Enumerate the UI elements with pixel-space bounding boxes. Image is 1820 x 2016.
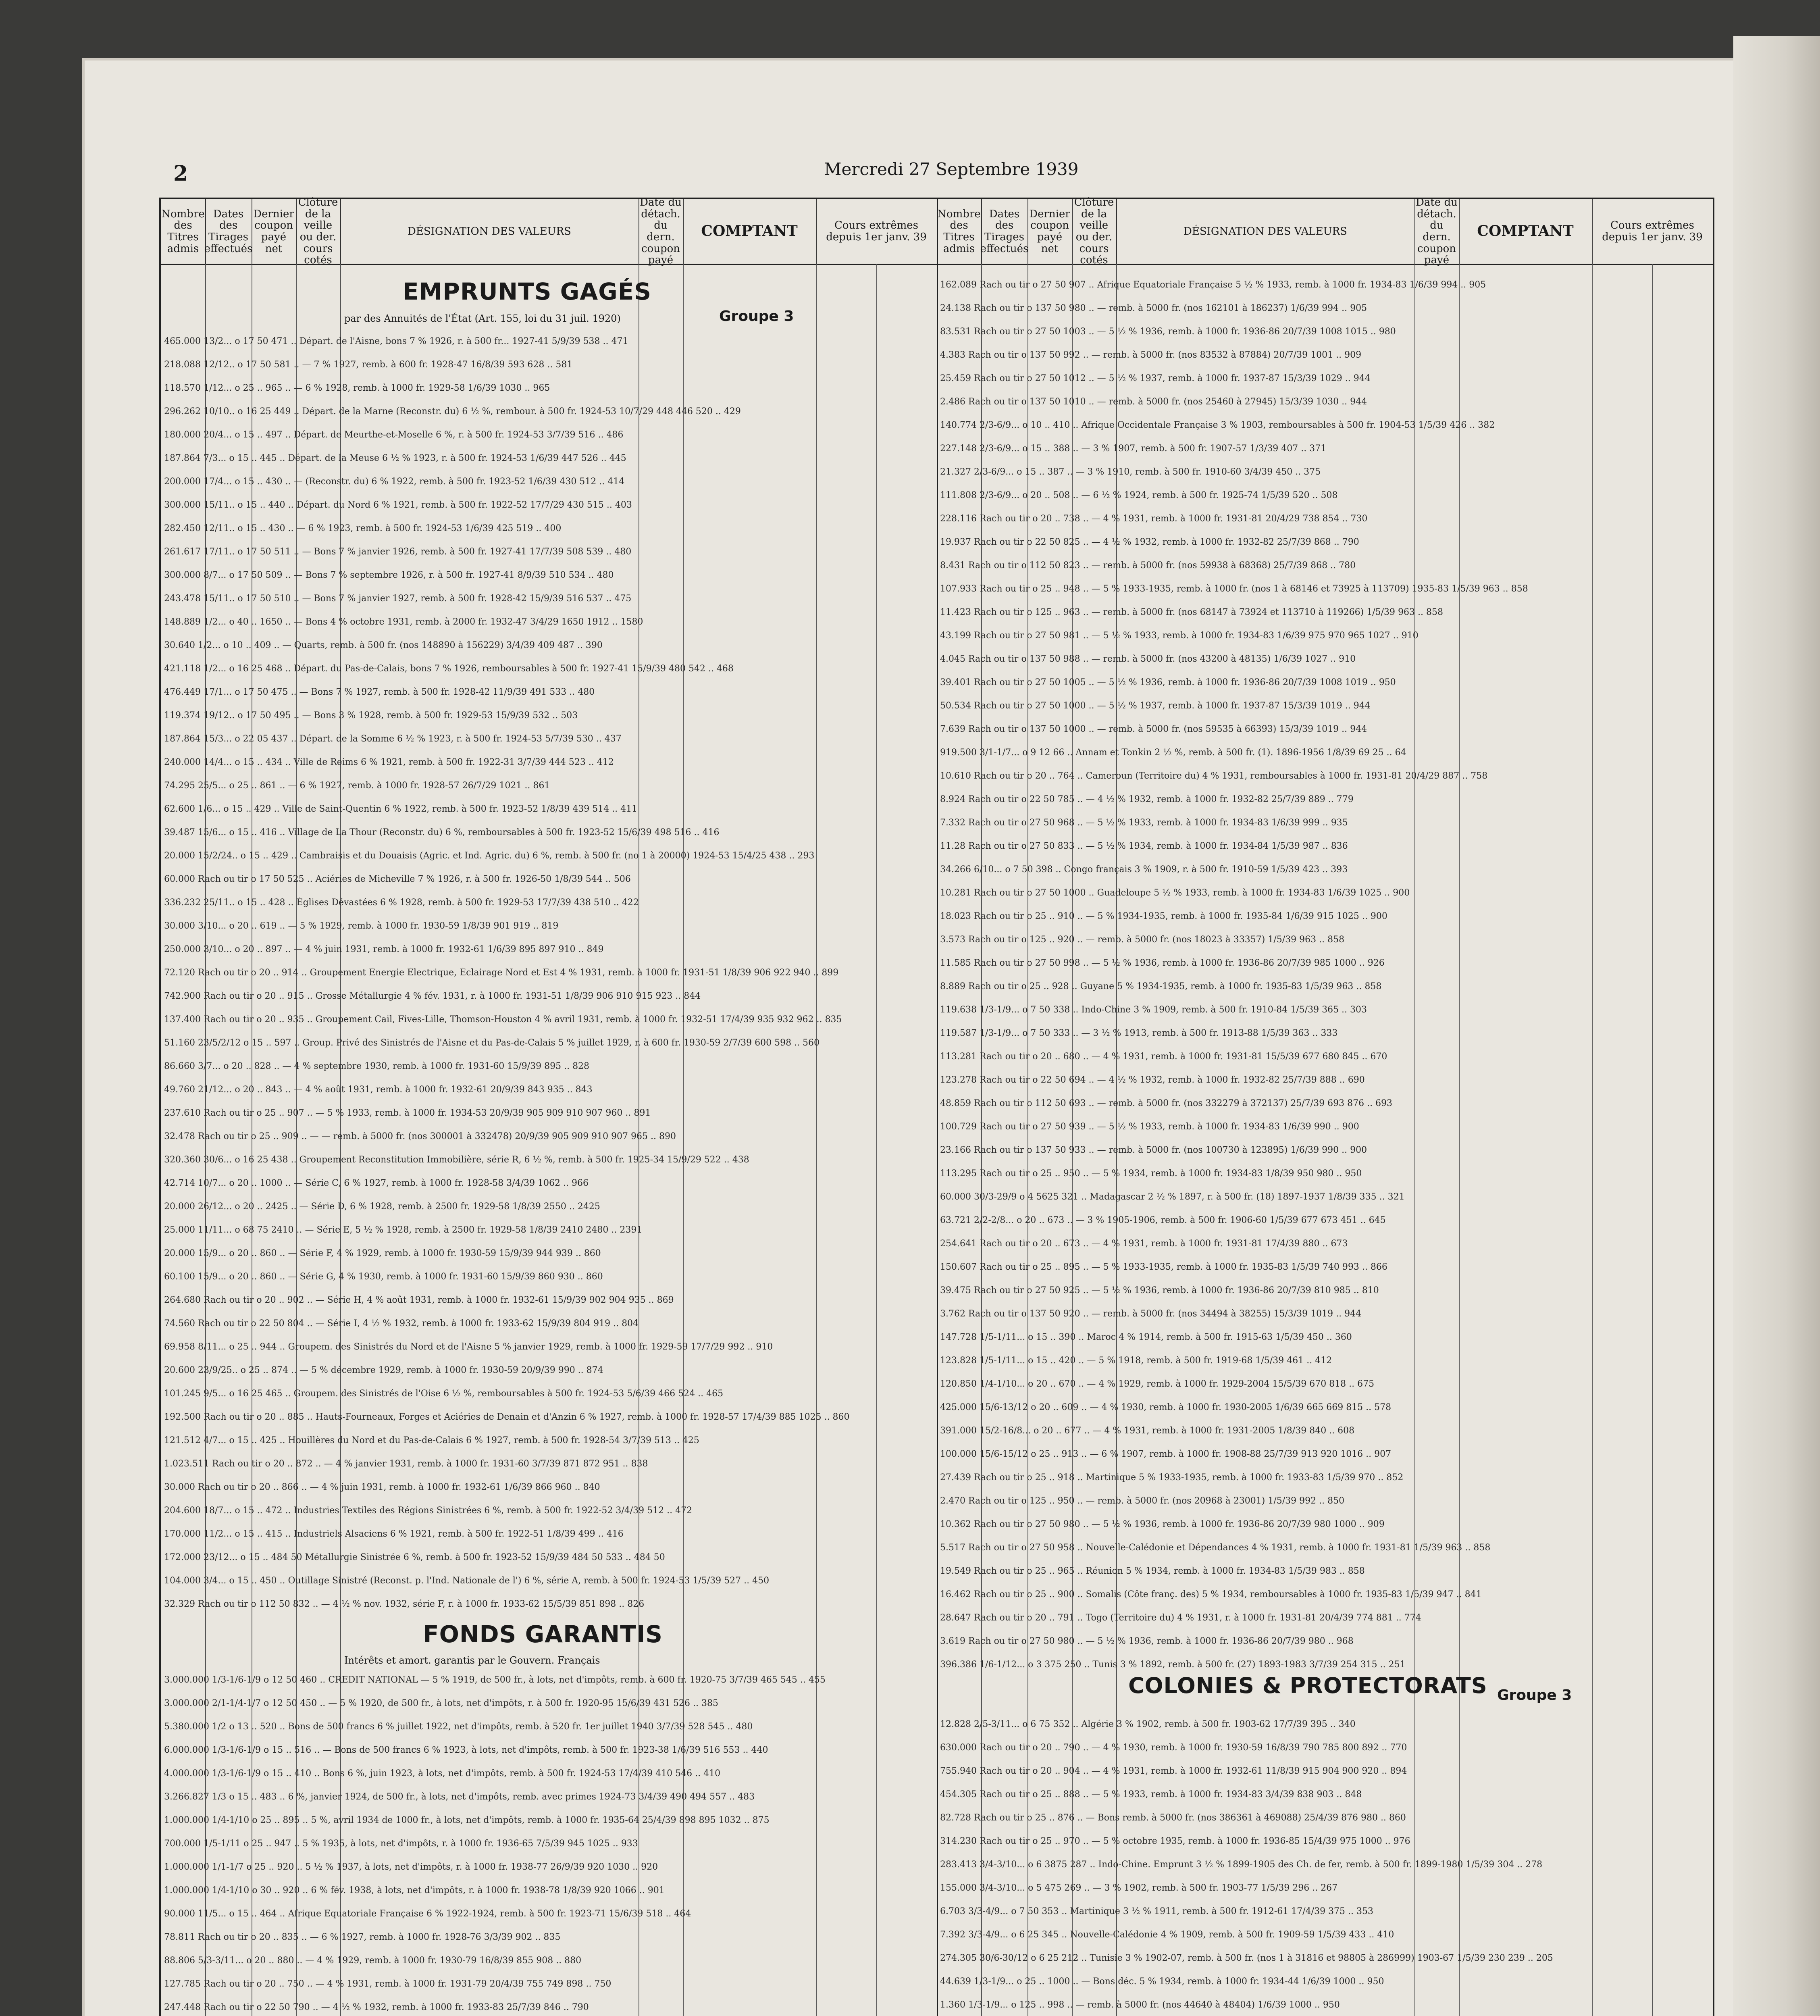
table-row: 296.262 10/10.. o 16 25 449 .. Départ. de la Marne (Reconstr. du) 6 ½ %, rembour. à 500 fr. 1924-53 10/7/29 448 446 520 .. 429 [164, 406, 741, 417]
table-row: 300.000 8/7... o 17 50 509 .. — Bons 7 % septembre 1926, r. à 500 fr. 1927-41 8/9/39 510 534 .. 480 [164, 570, 614, 580]
table-row: 283.413 3/4-3/10... o 6 3875 287 .. Indo-Chine. Emprunt 3 ½ % 1899-1905 des Ch. de fer, remb. à 500 fr. 1899-1980 1/5/39 304 .. 278 [940, 1860, 1543, 1870]
table-row: 88.806 5/3-3/11... o 20 .. 880 .. — 4 % 1929, remb. à 1000 fr. 1930-79 16/8/39 855 908 .. 880 [164, 1956, 582, 1966]
col-cloture: Clôture de la veille ou der. cours cotés [296, 199, 341, 265]
table-row: 162.089 Rach ou tir o 27 50 907 .. Afrique Équatoriale Française 5 ½ % 1933, remb. à 1000 fr. 1934-83 1/6/39 994 .. 905 [940, 280, 1486, 290]
table-row: 391.000 15/2-16/8... o 20 .. 677 .. — 4 % 1931, remb. à 1000 fr. 1931-2005 1/8/39 840 .. 608 [940, 1426, 1355, 1436]
table-row: 3.573 Rach ou tir o 125 .. 920 .. — remb. à 5000 fr. (nos 18023 à 33357) 1/5/39 963 .. 858 [940, 935, 1345, 945]
table-row: 123.278 Rach ou tir o 22 50 694 .. — 4 ½ % 1932, remb. à 1000 fr. 1932-82 25/7/39 888 .. 690 [940, 1075, 1365, 1085]
col-nombre: Nombre des Titres admis [937, 199, 982, 265]
rule [1652, 264, 1653, 2016]
table-row: 63.721 2/2-2/8... o 20 .. 673 .. — 3 % 1905-1906, remb. à 500 fr. 1906-60 1/5/39 677 673 451 .. 645 [940, 1215, 1386, 1225]
section-fonds-garantis: FONDS GARANTIS [423, 1620, 663, 1648]
table-row: 16.462 Rach ou tir o 25 .. 900 .. Somalis (Côte franç. des) 5 % 1934, remboursables à 1000 fr. 1935-83 1/5/39 947 .. 841 [940, 1589, 1482, 1599]
table-row: 254.641 Rach ou tir o 20 .. 673 .. — 4 % 1931, remb. à 1000 fr. 1931-81 17/4/39 880 .. 673 [940, 1239, 1348, 1249]
table-row: 51.160 23/5/2/12 o 15 .. 597 .. Group. Privé des Sinistrés de l'Aisne et du Pas-de-Calais 5 % juillet 1929, r. à 600 fr. 1930-59 2/7/39 600 598 .. 560 [164, 1038, 820, 1048]
table-row: 465.000 13/2... o 17 50 471 .. Départ. de l'Aisne, bons 7 % 1926, r. à 500 fr... 1927-41 5/9/39 538 .. 471 [164, 336, 628, 346]
table-row: 314.230 Rach ou tir o 25 .. 970 .. — 5 % octobre 1935, remb. à 1000 fr. 1936-85 15/4/39 975 1000 .. 976 [940, 1836, 1410, 1846]
section-colonies: COLONIES & PROTECTORATS [1128, 1673, 1487, 1698]
table-row: 119.587 1/3-1/9... o 7 50 333 .. — 3 ½ % 1913, remb. à 500 fr. 1913-88 1/5/39 363 .. 333 [940, 1028, 1338, 1038]
table-row: 5.380.000 1/2 o 13 .. 520 .. Bons de 500 francs 6 % juillet 1922, net d'impôts, remb. à 520 fr. 1er juillet 1940 3/7/39 528 545 .. 480 [164, 1722, 753, 1732]
table-row: 192.500 Rach ou tir o 20 .. 885 .. Hauts-Fourneaux, Forges et Aciéries de Denain et d'Anzin 6 % 1927, remb. à 1000 fr. 1928-57 17/4/39 885 1025 .. 860 [164, 1412, 850, 1422]
table-row: 86.660 3/7... o 20 .. 828 .. — 4 % septembre 1930, remb. à 1000 fr. 1931-60 15/9/39 895 .. 828 [164, 1061, 590, 1071]
table-row: 19.937 Rach ou tir o 22 50 825 .. — 4 ½ % 1932, remb. à 1000 fr. 1932-82 25/7/39 868 .. 790 [940, 537, 1359, 547]
table-row: 1.000.000 1/1-1/7 o 25 .. 920 .. 5 ½ % 1937, à lots, net d'impôts, r. à 1000 fr. 1938-77 26/9/39 920 1030 .. 920 [164, 1862, 658, 1872]
table-row: 28.647 Rach ou tir o 20 .. 791 .. Togo (Territoire du) 4 % 1931, r. à 1000 fr. 1931-81 20/4/39 774 881 .. 774 [940, 1613, 1421, 1623]
page-date: Mercredi 27 Septembre 1939 [824, 159, 1079, 179]
table-row: 69.958 8/11... o 25 .. 944 .. Groupem. des Sinistrés du Nord et de l'Aisne 5 % janvier 1929, remb. à 1000 fr. 1929-59 17/7/29 992 .. 910 [164, 1342, 773, 1352]
table-row: 119.638 1/3-1/9... o 7 50 338 .. Indo-Chine 3 % 1909, remb. à 500 fr. 1910-84 1/5/39 365 .. 303 [940, 1005, 1367, 1015]
table-row: 101.245 9/5... o 16 25 465 .. Groupem. des Sinistrés de l'Oise 6 ½ %, remboursables à 500 fr. 1924-53 5/6/39 466 524 .. 465 [164, 1389, 724, 1399]
table-row: 4.383 Rach ou tir o 137 50 992 .. — remb. à 5000 fr. (nos 83532 à 87884) 20/7/39 1001 .. 909 [940, 350, 1362, 360]
table-row: 44.639 1/3-1/9... o 25 .. 1000 .. — Bons déc. 5 % 1934, remb. à 1000 fr. 1934-44 1/6/39 1000 .. 950 [940, 1976, 1384, 1987]
groupe-3-left: Groupe 3 [719, 308, 794, 325]
table-row: 20.000 26/12... o 20 .. 2425 .. — Série D, 6 % 1928, remb. à 2500 fr. 1929-58 1/8/39 2550 .. 2425 [164, 1202, 600, 1212]
table-row: 42.714 10/7... o 20 .. 1000 .. — Série C, 6 % 1927, remb. à 1000 fr. 1928-58 3/4/39 1062 .. 966 [164, 1178, 589, 1188]
table-row: 118.570 1/12... o 25 .. 965 .. — 6 % 1928, remb. à 1000 fr. 1929-58 1/6/39 1030 .. 965 [164, 383, 550, 393]
table-row: 39.487 15/6... o 15 .. 416 .. Village de La Thour (Reconstr. du) 6 %, remboursables à 500 fr. 1923-52 15/6/39 498 516 .. 416 [164, 827, 720, 837]
table-row: 630.000 Rach ou tir o 20 .. 790 .. — 4 % 1930, remb. à 1000 fr. 1930-59 16/8/39 790 785 800 892 .. 770 [940, 1743, 1407, 1753]
table-row: 200.000 17/4... o 15 .. 430 .. — (Reconstr. du) 6 % 1922, remb. à 500 fr. 1923-52 1/6/39 430 512 .. 414 [164, 477, 625, 487]
table-row: 25.000 11/11... o 68 75 2410 .. — Série E, 5 ½ % 1928, remb. à 2500 fr. 1929-58 1/8/39 2410 2480 .. 2391 [164, 1225, 643, 1235]
col-extremes: Cours extrêmes depuis 1er janv. 39 [816, 199, 937, 265]
table-row: 100.729 Rach ou tir o 27 50 939 .. — 5 ½ % 1933, remb. à 1000 fr. 1934-83 1/6/39 990 .. 900 [940, 1122, 1359, 1132]
table-row: 454.305 Rach ou tir o 25 .. 888 .. — 5 % 1933, remb. à 1000 fr. 1934-83 3/4/39 838 903 .. 848 [940, 1789, 1362, 1799]
table-row: 32.329 Rach ou tir o 112 50 832 .. — 4 ½ % nov. 1932, série F, r. à 1000 fr. 1933-62 15/5/39 851 898 .. 826 [164, 1599, 645, 1609]
table-row: 282.450 12/11.. o 15 .. 430 .. — 6 % 1923, remb. à 500 fr. 1924-53 1/6/39 425 519 .. 400 [164, 523, 562, 533]
table-row: 187.864 7/3... o 15 .. 445 .. Départ. de la Meuse 6 ½ % 1923, r. à 500 fr. 1924-53 1/6/39 447 526 .. 445 [164, 453, 626, 463]
table-row: 320.360 30/6... o 16 25 438 .. Groupement Reconstitution Immobilière, série R, 6 ½ %, remb. à 500 fr. 1925-34 15/9/29 522 .. 438 [164, 1155, 749, 1165]
col-dernier: Dernier coupon payé net [252, 199, 297, 265]
col-detach: Date du détach. du dern. coupon payé [1414, 199, 1460, 265]
table-row: 12.828 2/5-3/11... o 6 75 352 .. Algérie 3 % 1902, remb. à 500 fr. 1903-62 17/7/39 395 .. 340 [940, 1719, 1356, 1729]
table-row: 78.811 Rach ou tir o 20 .. 835 .. — 6 % 1927, remb. à 1000 fr. 1928-76 3/3/39 902 .. 835 [164, 1932, 561, 1942]
table-row: 3.266.827 1/3 o 15 .. 483 .. 6 %, janvier 1924, de 500 fr., à lots, net d'impôts, remb. avec primes 1924-73 3/4/39 490 494 557 .. 483 [164, 1792, 755, 1802]
table-row: 90.000 11/5... o 15 .. 464 .. Afrique Équatoriale Française 6 % 1922-1924, remb. à 500 fr. 1923-71 15/6/39 518 .. 464 [164, 1909, 691, 1919]
page-number: 2 [173, 161, 188, 186]
table-row: 5.517 Rach ou tir o 27 50 958 .. Nouvelle-Calédonie et Dépendances 4 % 1931, remb. à 1000 fr. 1931-81 1/5/39 963 .. 858 [940, 1543, 1491, 1553]
table-row: 83.531 Rach ou tir o 27 50 1003 .. — 5 ½ % 1936, remb. à 1000 fr. 1936-86 20/7/39 1008 1015 .. 980 [940, 327, 1396, 337]
table-row: 60.000 Rach ou tir o 17 50 525 .. Aciéries de Micheville 7 % 1926, r. à 500 fr. 1926-50 1/8/39 544 .. 506 [164, 874, 631, 884]
table-row: 8.924 Rach ou tir o 22 50 785 .. — 4 ½ % 1932, remb. à 1000 fr. 1932-82 25/7/39 889 .. 779 [940, 794, 1354, 804]
groupe-3-right: Groupe 3 [1497, 1687, 1572, 1704]
table-row: 111.808 2/3-6/9... o 20 .. 508 .. — 6 ½ % 1924, remb. à 500 fr. 1925-74 1/5/39 520 .. 508 [940, 490, 1338, 500]
table-row: 113.281 Rach ou tir o 20 .. 680 .. — 4 % 1931, remb. à 1000 fr. 1931-81 15/5/39 677 680 845 .. 670 [940, 1052, 1387, 1062]
table-row: 34.266 6/10... o 7 50 398 .. Congo français 3 % 1909, r. à 500 fr. 1910-59 1/5/39 423 .. 393 [940, 864, 1348, 875]
rule [1459, 264, 1460, 2016]
table-row: 425.000 15/6-13/12 o 20 .. 609 .. — 4 % 1930, remb. à 1000 fr. 1930-2005 1/6/39 665 669 815 .. 578 [940, 1402, 1392, 1412]
table-row: 72.120 Rach ou tir o 20 .. 914 .. Groupement Énergie Électrique, Éclairage Nord et Est 4 % 1931, remb. à 1000 fr. 1931-51 1/8/39 906 922 940 .. 899 [164, 968, 839, 978]
table-row: 919.500 3/1-1/7... o 9 12 66 .. Annam et Tonkin 2 ½ %, remb. à 500 fr. (1). 1896-1956 1/8/39 69 25 .. 64 [940, 748, 1406, 758]
table-row: 227.148 2/3-6/9... o 15 .. 388 .. — 3 % 1907, remb. à 500 fr. 1907-57 1/3/39 407 .. 371 [940, 444, 1327, 454]
table-row: 336.232 25/11.. o 15 .. 428 .. Églises Dévastées 6 % 1928, remb. à 500 fr. 1929-53 17/7/39 438 510 .. 422 [164, 898, 639, 908]
rule [981, 264, 982, 2016]
table-row: 127.785 Rach ou tir o 20 .. 750 .. — 4 % 1931, remb. à 1000 fr. 1931-79 20/4/39 755 749 898 .. 750 [164, 1979, 612, 1989]
table-row: 39.475 Rach ou tir o 27 50 925 .. — 5 ½ % 1936, remb. à 1000 fr. 1936-86 20/7/39 810 985 .. 810 [940, 1285, 1379, 1295]
table-row: 62.600 1/6... o 15 .. 429 .. Ville de Saint-Quentin 6 % 1922, remb. à 500 fr. 1923-52 1/8/39 439 514 .. 411 [164, 804, 638, 814]
table-row: 30.000 Rach ou tir o 20 .. 866 .. — 4 % juin 1931, remb. à 1000 fr. 1932-61 1/6/39 866 960 .. 840 [164, 1482, 600, 1492]
table-row: 8.889 Rach ou tir o 25 .. 928 .. Guyane 5 % 1934-1935, remb. à 1000 fr. 1935-83 1/5/39 963 .. 858 [940, 981, 1382, 991]
table-row: 2.486 Rach ou tir o 137 50 1010 .. — remb. à 5000 fr. (nos 25460 à 27945) 15/3/39 1030 .. 944 [940, 397, 1367, 407]
table-row: 140.774 2/3-6/9... o 10 .. 410 .. Afrique Occidentale Française 3 % 1903, remboursables à 500 fr. 1904-53 1/5/39 426 .. 382 [940, 420, 1495, 430]
table-row: 7.392 3/3-4/9... o 6 25 345 .. Nouvelle-Calédonie 4 % 1909, remb. à 500 fr. 1909-59 1/5/39 433 .. 410 [940, 1930, 1394, 1940]
table-row: 150.607 Rach ou tir o 25 .. 895 .. — 5 % 1933-1935, remb. à 1000 fr. 1935-83 1/5/39 740 993 .. 866 [940, 1262, 1387, 1272]
table-row: 25.459 Rach ou tir o 27 50 1012 .. — 5 ½ % 1937, remb. à 1000 fr. 1937-87 15/3/39 1029 .. 944 [940, 373, 1371, 383]
table-row: 32.478 Rach ou tir o 25 .. 909 .. — — remb. à 5000 fr. (nos 300001 à 332478) 20/9/39 905 909 910 907 965 .. 890 [164, 1131, 676, 1141]
table-row: 421.118 1/2... o 16 25 468 .. Départ. du Pas-de-Calais, bons 7 % 1926, remboursables à 500 fr. 1927-41 15/9/39 480 542 .. 468 [164, 664, 734, 674]
table-row: 204.600 18/7... o 15 .. 472 .. Industries Textiles des Régions Sinistrées 6 %, remb. à 500 fr. 1922-52 3/4/39 512 .. 472 [164, 1506, 693, 1516]
table-row: 250.000 3/10... o 20 .. 897 .. — 4 % juin 1931, remb. à 1000 fr. 1932-61 1/6/39 895 897 910 .. 849 [164, 944, 604, 954]
table-row: 300.000 15/11.. o 15 .. 440 .. Départ. du Nord 6 % 1921, remb. à 500 fr. 1922-52 17/7/29 430 515 .. 403 [164, 500, 632, 510]
table-row: 240.000 14/4... o 15 .. 434 .. Ville de Reims 6 % 1921, remb. à 500 fr. 1922-31 3/7/39 444 523 .. 412 [164, 757, 614, 767]
section-fonds-subtitle: Intérêts et amort. garantis par le Gouvern. Français [344, 1655, 600, 1666]
table-row: 19.549 Rach ou tir o 25 .. 965 .. Réunion 5 % 1934, remb. à 1000 fr. 1934-83 1/5/39 983 .. 858 [940, 1566, 1365, 1576]
table-row: 7.332 Rach ou tir o 27 50 968 .. — 5 ½ % 1933, remb. à 1000 fr. 1934-83 1/6/39 999 .. 935 [940, 818, 1348, 828]
table-row: 180.000 20/4... o 15 .. 497 .. Départ. de Meurthe-et-Moselle 6 %, r. à 500 fr. 1924-53 3/7/39 516 .. 486 [164, 430, 624, 440]
table-row: 137.400 Rach ou tir o 20 .. 935 .. Groupement Cail, Fives-Lille, Thomson-Houston 4 % avril 1931, remb. à 1000 fr. 1932-51 17/4/39 935 932 962 .. 835 [164, 1014, 842, 1025]
table-row: 24.138 Rach ou tir o 137 50 980 .. — remb. à 5000 fr. (nos 162101 à 186237) 1/6/39 994 .. 905 [940, 303, 1367, 313]
table-row: 247.448 Rach ou tir o 22 50 790 .. — 4 ½ % 1932, remb. à 1000 fr. 1933-83 25/7/39 846 .. 790 [164, 2002, 589, 2012]
table-row: 20.000 15/9... o 20 .. 860 .. — Série F, 4 % 1929, remb. à 1000 fr. 1930-59 15/9/39 944 939 .. 860 [164, 1248, 601, 1258]
rule [1072, 264, 1073, 2016]
table-row: 3.762 Rach ou tir o 137 50 920 .. — remb. à 5000 fr. (nos 34494 à 38255) 15/3/39 1019 .. 944 [940, 1309, 1362, 1319]
table-row: 1.000.000 1/4-1/10 o 30 .. 920 .. 6 % fév. 1938, à lots, net d'impôts, r. à 1000 fr. 1938-78 1/8/39 920 1066 .. 901 [164, 1885, 665, 1895]
table-row: 39.401 Rach ou tir o 27 50 1005 .. — 5 ½ % 1936, remb. à 1000 fr. 1936-86 20/7/39 1008 1019 .. 950 [940, 677, 1396, 687]
col-cloture: Clôture de la veille ou der. cours cotés [1072, 199, 1117, 265]
table-row: 74.560 Rach ou tir o 22 50 804 .. — Série I, 4 ½ % 1932, remb. à 1000 fr. 1933-62 15/9/39 804 919 .. 804 [164, 1318, 639, 1329]
table-row: 23.166 Rach ou tir o 137 50 933 .. — remb. à 5000 fr. (nos 100730 à 123895) 1/6/39 990 .. 900 [940, 1145, 1367, 1155]
table-row: 243.478 15/11.. o 17 50 510 .. — Bons 7 % janvier 1927, remb. à 500 fr. 1928-42 15/9/39 516 537 .. 475 [164, 594, 632, 604]
table-row: 172.000 23/12... o 15 .. 484 50 Métallurgie Sinistrée 6 %, remb. à 500 fr. 1923-52 15/9/39 484 50 533 .. 484 50 [164, 1552, 665, 1562]
col-designation: DÉSIGNATION DES VALEURS [1116, 199, 1415, 265]
table-row: 20.000 15/2/24.. o 15 .. 429 .. Cambraisis et du Douaisis (Agric. et Ind. Agric. du) 6 %, remb. à 500 fr. (no 1 à 20000) 1924-53 15/4/25 438 .. 293 [164, 851, 815, 861]
table-row: 1.360 1/3-1/9... o 125 .. 998 .. — remb. à 5000 fr. (nos 44640 à 48404) 1/6/39 1000 .. 950 [940, 2000, 1340, 2010]
col-dates: Dates des Tirages effectués [205, 199, 252, 265]
table-row: 18.023 Rach ou tir o 25 .. 910 .. — 5 % 1934-1935, remb. à 1000 fr. 1935-84 1/6/39 915 1025 .. 900 [940, 911, 1387, 921]
table-row: 74.295 25/5... o 25 .. 861 .. — 6 % 1927, remb. à 1000 fr. 1928-57 26/7/29 1021 .. 861 [164, 781, 550, 791]
table-row: 121.512 4/7... o 15 .. 425 .. Houillères du Nord et du Pas-de-Calais 6 % 1927, remb. à 500 fr. 1928-54 3/7/39 513 .. 425 [164, 1435, 699, 1445]
table-row: 237.610 Rach ou tir o 25 .. 907 .. — 5 % 1933, remb. à 1000 fr. 1934-53 20/9/39 905 909 910 907 960 .. 891 [164, 1108, 651, 1118]
table-row: 148.889 1/2... o 40 .. 1650 .. — Bons 4 % octobre 1931, remb. à 2000 fr. 1932-47 3/4/29 1650 1912 .. 1580 [164, 617, 643, 627]
table-row: 30.640 1/2... o 10 .. 409 .. — Quarts, remb. à 500 fr. (nos 148890 à 156229) 3/4/39 409 487 .. 390 [164, 640, 603, 650]
table-row: 261.617 17/11.. o 17 50 511 .. — Bons 7 % janvier 1926, remb. à 500 fr. 1927-41 17/7/39 508 539 .. 480 [164, 547, 632, 557]
table-row: 27.439 Rach ou tir o 25 .. 918 .. Martinique 5 % 1933-1935, remb. à 1000 fr. 1933-83 1/5/39 970 .. 852 [940, 1472, 1404, 1483]
table-row: 10.610 Rach ou tir o 20 .. 764 .. Cameroun (Territoire du) 4 % 1931, remboursables à 1000 fr. 1931-81 20/4/29 887 .. 758 [940, 771, 1488, 781]
table-row: 700.000 1/5-1/11 o 25 .. 947 .. 5 % 1935, à lots, net d'impôts, r. à 1000 fr. 1936-65 7/5/39 945 1025 .. 933 [164, 1839, 638, 1849]
rule [1116, 264, 1117, 2016]
left-half [161, 196, 938, 2016]
table-row: 155.000 3/4-3/10... o 5 475 269 .. — 3 % 1902, remb. à 500 fr. 1903-77 1/5/39 296 .. 267 [940, 1883, 1338, 1893]
table-row: 6.703 3/3-4/9... o 7 50 353 .. Martinique 3 ½ % 1911, remb. à 500 fr. 1912-61 17/4/39 375 .. 353 [940, 1906, 1374, 1916]
rule [1414, 264, 1415, 2016]
col-extremes: Cours extrêmes depuis 1er janv. 39 [1592, 199, 1713, 265]
col-designation: DÉSIGNATION DES VALEURS [340, 199, 639, 265]
table-row: 60.100 15/9... o 20 .. 860 .. — Série G, 4 % 1930, remb. à 1000 fr. 1931-60 15/9/39 860 930 .. 860 [164, 1272, 603, 1282]
table-row: 104.000 3/4... o 15 .. 450 .. Outillage Sinistré (Reconst. p. l'Ind. Nationale de l') 6 %, série A, remb. à 500 fr. 1924-53 1/5/39 527 .. 450 [164, 1576, 770, 1586]
table-row: 218.088 12/12.. o 17 50 581 .. — 7 % 1927, remb. à 600 fr. 1928-47 16/8/39 593 628 .. 581 [164, 360, 573, 370]
table-row: 11.28 Rach ou tir o 27 50 833 .. — 5 ½ % 1934, remb. à 1000 fr. 1934-84 1/5/39 987 .. 836 [940, 841, 1348, 851]
table-row: 11.585 Rach ou tir o 27 50 998 .. — 5 ½ % 1936, remb. à 1000 fr. 1936-86 20/7/39 985 1000 .. 926 [940, 958, 1385, 968]
table-row: 3.000.000 2/1-1/4-1/7 o 12 50 450 .. — 5 % 1920, de 500 fr., à lots, net d'impôts, r. à 500 fr. 1920-95 15/6/39 431 526 .. 385 [164, 1698, 718, 1708]
table-row: 147.728 1/5-1/11... o 15 .. 390 .. Maroc 4 % 1914, remb. à 500 fr. 1915-63 1/5/39 450 .. 360 [940, 1332, 1352, 1342]
table-row: 60.000 30/3-29/9 o 4 5625 321 .. Madagascar 2 ½ % 1897, r. à 500 fr. (18) 1897-1937 1/8/39 335 .. 321 [940, 1192, 1405, 1202]
table-row: 228.116 Rach ou tir o 20 .. 738 .. — 4 % 1931, remb. à 1000 fr. 1931-81 20/4/29 738 854 .. 730 [940, 514, 1368, 524]
table-row: 742.900 Rach ou tir o 20 .. 915 .. Grosse Métallurgie 4 % fév. 1931, r. à 1000 fr. 1931-51 1/8/39 906 910 915 923 .. 844 [164, 991, 701, 1001]
table-row: 123.828 1/5-1/11... o 15 .. 420 .. — 5 % 1918, remb. à 500 fr. 1919-68 1/5/39 461 .. 412 [940, 1356, 1332, 1366]
table-row: 170.000 11/2... o 15 .. 415 .. Industriels Alsaciens 6 % 1921, remb. à 500 fr. 1922-51 1/8/39 499 .. 416 [164, 1529, 624, 1539]
rule [1592, 264, 1593, 2016]
table-row: 11.423 Rach ou tir o 125 .. 963 .. — remb. à 5000 fr. (nos 68147 à 73924 et 113710 à 119266) 1/5/39 963 .. 858 [940, 607, 1443, 617]
table-row: 7.639 Rach ou tir o 137 50 1000 .. — remb. à 5000 fr. (nos 59535 à 66393) 15/3/39 1019 .. 944 [940, 724, 1367, 734]
table-row: 3.619 Rach ou tir o 27 50 980 .. — 5 ½ % 1936, remb. à 1000 fr. 1936-86 20/7/39 980 .. 968 [940, 1636, 1354, 1646]
table-row: 8.431 Rach ou tir o 112 50 823 .. — remb. à 5000 fr. (nos 59938 à 68368) 25/7/39 868 .. 780 [940, 560, 1356, 571]
col-comptant: COMPTANT [1459, 199, 1593, 265]
table-row: 120.850 1/4-1/10... o 20 .. 670 .. — 4 % 1929, remb. à 1000 fr. 1929-2004 15/5/39 670 818 .. 675 [940, 1379, 1375, 1389]
table-row: 4.045 Rach ou tir o 137 50 988 .. — remb. à 5000 fr. (nos 43200 à 48135) 1/6/39 1027 .. 910 [940, 654, 1356, 664]
table-row: 4.000.000 1/3-1/6-1/9 o 15 .. 410 .. Bons 6 %, juin 1923, à lots, net d'impôts, remb. à 500 fr. 1924-53 17/4/39 410 546 .. 410 [164, 1768, 721, 1779]
table-row: 113.295 Rach ou tir o 25 .. 950 .. — 5 % 1934, remb. à 1000 fr. 1934-83 1/8/39 950 980 .. 950 [940, 1168, 1362, 1179]
right-half [937, 196, 1713, 2016]
table-row: 30.000 3/10... o 20 .. 619 .. — 5 % 1929, remb. à 1000 fr. 1930-59 1/8/39 901 919 .. 819 [164, 921, 559, 931]
table-row: 476.449 17/1... o 17 50 475 .. — Bons 7 % 1927, remb. à 500 fr. 1928-42 11/9/39 491 533 .. 480 [164, 687, 595, 697]
section-emprunts-gages: EMPRUNTS GAGÉS [403, 278, 652, 305]
section-emprunts-subtitle: par des Annuités de l'État (Art. 155, loi du 31 juil. 1920) [344, 313, 621, 324]
table-row: 264.680 Rach ou tir o 20 .. 902 .. — Série H, 4 % août 1931, remb. à 1000 fr. 1932-61 15/9/39 902 904 935 .. 869 [164, 1295, 674, 1305]
table-row: 187.864 15/3... o 22 05 437 .. Départ. de la Somme 6 ½ % 1923, r. à 500 fr. 1924-53 5/7/39 530 .. 437 [164, 734, 622, 744]
table-row: 100.000 15/6-15/12 o 25 .. 913 .. — 6 % 1907, remb. à 1000 fr. 1908-88 25/7/39 913 920 1016 .. 907 [940, 1449, 1392, 1459]
table-row: 6.000.000 1/3-1/6-1/9 o 15 .. 516 .. — Bons de 500 francs 6 % 1923, à lots, net d'impôts, remb. à 500 fr. 1923-38 1/6/39 516 553 .. 440 [164, 1745, 768, 1755]
col-comptant: COMPTANT [683, 199, 817, 265]
quotation-table [159, 198, 1714, 2016]
table-row: 48.859 Rach ou tir o 112 50 693 .. — remb. à 5000 fr. (nos 332279 à 372137) 25/7/39 693 876 .. 693 [940, 1098, 1393, 1108]
table-row: 20.600 23/9/25.. o 25 .. 874 .. — 5 % décembre 1929, remb. à 1000 fr. 1930-59 20/9/39 990 .. 874 [164, 1365, 603, 1375]
table-row: 10.281 Rach ou tir o 27 50 1000 .. Guadeloupe 5 ½ % 1933, remb. à 1000 fr. 1934-83 1/6/39 1025 .. 900 [940, 888, 1410, 898]
col-detach: Date du détach. du dern. coupon payé [639, 199, 684, 265]
table-row: 21.327 2/3-6/9... o 15 .. 387 .. — 3 % 1910, remb. à 500 fr. 1910-60 3/4/39 450 .. 375 [940, 467, 1321, 477]
table-row: 10.362 Rach ou tir o 27 50 980 .. — 5 ½ % 1936, remb. à 1000 fr. 1936-86 20/7/39 980 1000 .. 909 [940, 1519, 1385, 1529]
table-row: 49.760 21/12... o 20 .. 843 .. — 4 % août 1931, remb. à 1000 fr. 1932-61 20/9/39 843 935 .. 843 [164, 1085, 593, 1095]
table-row: 119.374 19/12.. o 17 50 495 .. — Bons 3 % 1928, remb. à 500 fr. 1929-53 15/9/39 532 .. 503 [164, 710, 578, 721]
table-row: 50.534 Rach ou tir o 27 50 1000 .. — 5 ½ % 1937, remb. à 1000 fr. 1937-87 15/3/39 1019 .. 944 [940, 701, 1371, 711]
table-row: 82.728 Rach ou tir o 25 .. 876 .. — Bons remb. à 5000 fr. (nos 386361 à 469088) 25/4/39 876 980 .. 860 [940, 1813, 1406, 1823]
table-row: 3.000.000 1/3-1/6-1/9 o 12 50 460 .. CRÉDIT NATIONAL — 5 % 1919, de 500 fr., à lots, net d'impôts, remb. à 600 fr. 1920-75 3/7/39 465 545 .. 455 [164, 1675, 826, 1685]
page-edge [1733, 36, 1820, 2016]
table-row: 274.305 30/6-30/12 o 6 25 212 .. Tunisie 3 % 1902-07, remb. à 500 fr. (nos 1 à 31816 et 98805 à 286999) 1903-67 1/5/39 230 239 .. 205 [940, 1953, 1553, 1963]
col-dernier: Dernier coupon payé net [1028, 199, 1073, 265]
table-row: 43.199 Rach ou tir o 27 50 981 .. — 5 ½ % 1933, remb. à 1000 fr. 1934-83 1/6/39 975 970 965 1027 .. 910 [940, 631, 1419, 641]
table-row: 2.470 Rach ou tir o 125 .. 950 .. — remb. à 5000 fr. (nos 20968 à 23001) 1/5/39 992 .. 850 [940, 1496, 1345, 1506]
col-nombre: Nombre des Titres admis [161, 199, 206, 265]
table-row: 1.000.000 1/4-1/10 o 25 .. 895 .. 5 %, avril 1934 de 1000 fr., à lots, net d'impôts, remb. à 1000 fr. 1935-64 25/4/39 898 895 1032 .. 875 [164, 1815, 770, 1825]
table-row: 107.933 Rach ou tir o 25 .. 948 .. — 5 % 1933-1935, remb. à 1000 fr. (nos 1 à 68146 et 73925 à 113709) 1935-83 1/5/39 963 .. 858 [940, 584, 1528, 594]
table-row: 1.023.511 Rach ou tir o 20 .. 872 .. — 4 % janvier 1931, remb. à 1000 fr. 1931-60 3/7/39 871 872 951 .. 838 [164, 1459, 648, 1469]
col-dates: Dates des Tirages effectués [981, 199, 1028, 265]
table-row: 755.940 Rach ou tir o 20 .. 904 .. — 4 % 1931, remb. à 1000 fr. 1932-61 11/8/39 915 904 900 920 .. 894 [940, 1766, 1407, 1776]
table-row: 396.386 1/6-1/12... o 3 375 250 .. Tunis 3 % 1892, remb. à 500 fr. (27) 1893-1983 3/7/39 254 315 .. 251 [940, 1660, 1406, 1670]
